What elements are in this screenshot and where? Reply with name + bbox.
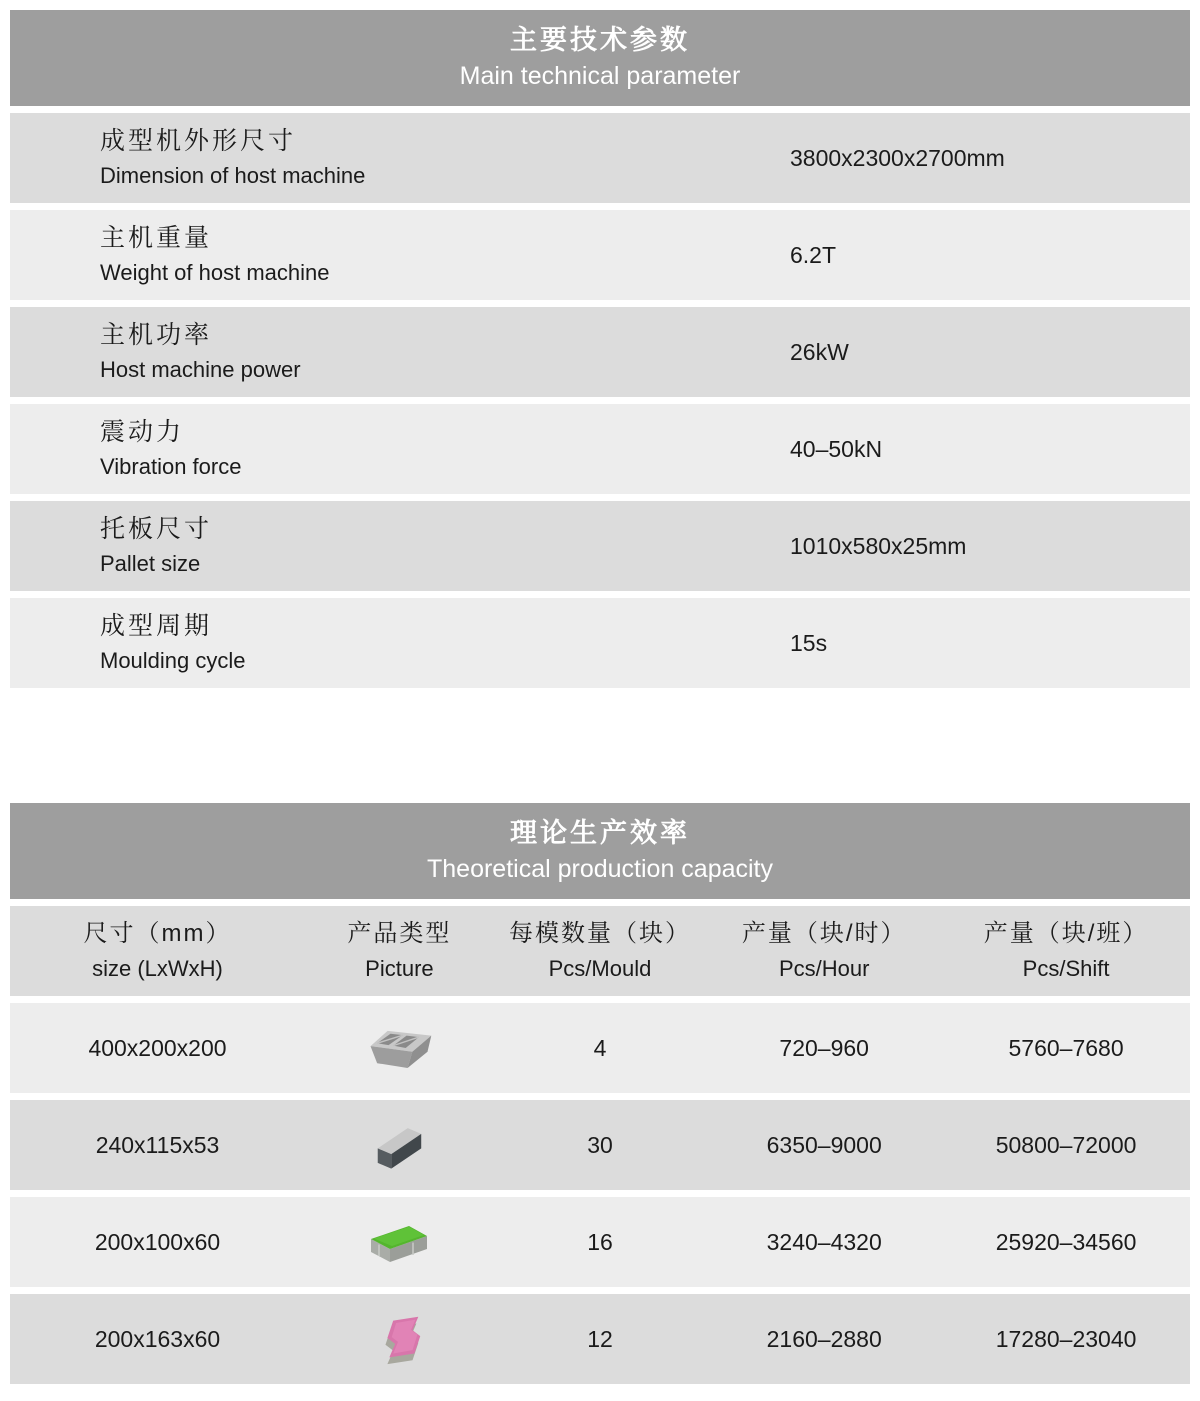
param-label-zh: 托板尺寸 xyxy=(100,515,213,543)
table-row xyxy=(10,210,1190,300)
pcs-per-hour: 2160–2880 xyxy=(766,1325,882,1352)
pcs-per-shift: 25920–34560 xyxy=(995,1228,1137,1255)
column-header-en: size (LxWxH) xyxy=(92,956,223,981)
table-row xyxy=(10,1100,1190,1190)
table-row xyxy=(10,307,1190,397)
column-header-zh: 产量（块/班） xyxy=(983,920,1149,947)
table2-title-en: Theoretical production capacity xyxy=(426,855,774,883)
table-row xyxy=(10,1197,1190,1287)
table-row xyxy=(10,1294,1190,1384)
product-size: 200x163x60 xyxy=(94,1325,221,1352)
solid-brick-icon xyxy=(361,1117,437,1173)
param-label-zh: 成型周期 xyxy=(100,612,213,640)
pcs-per-shift: 17280–23040 xyxy=(995,1325,1137,1352)
pcs-per-mould: 4 xyxy=(593,1034,607,1061)
table-row xyxy=(10,404,1190,494)
param-label-en: Weight of host machine xyxy=(100,260,330,285)
param-value: 3800x2300x2700mm xyxy=(790,144,1005,171)
column-header-zh: 尺寸（mm） xyxy=(83,920,232,947)
param-value: 15s xyxy=(790,629,828,656)
param-label-en: Dimension of host machine xyxy=(100,163,366,188)
param-label-zh: 成型机外形尺寸 xyxy=(100,127,297,155)
param-label-zh: 震动力 xyxy=(100,418,185,446)
table1-title-en: Main technical parameter xyxy=(459,62,741,90)
pcs-per-mould: 12 xyxy=(587,1325,613,1352)
table-row xyxy=(10,113,1190,203)
pcs-per-hour: 3240–4320 xyxy=(766,1228,882,1255)
table-row xyxy=(10,501,1190,591)
table-row xyxy=(10,598,1190,688)
pink-paver-icon xyxy=(361,1311,437,1367)
column-header-size xyxy=(10,922,305,980)
table2-title-band xyxy=(10,803,1190,899)
pcs-per-mould: 16 xyxy=(587,1228,613,1255)
column-header-en: Pcs/Shift xyxy=(1022,956,1110,981)
param-label-en: Pallet size xyxy=(100,551,201,576)
column-header-zh: 产量（块/时） xyxy=(741,920,907,947)
pcs-per-hour: 6350–9000 xyxy=(766,1131,882,1158)
param-value: 40–50kN xyxy=(790,435,883,462)
column-header-picture xyxy=(305,922,494,980)
table-row xyxy=(10,1003,1190,1093)
hollow-block-icon xyxy=(361,1020,437,1076)
param-value: 26kW xyxy=(790,338,849,365)
pcs-per-shift: 5760–7680 xyxy=(1008,1034,1124,1061)
param-value: 6.2T xyxy=(790,241,837,268)
column-header-en: Pcs/Hour xyxy=(778,956,870,981)
product-size: 200x100x60 xyxy=(94,1228,221,1255)
table1-title-zh: 主要技术参数 xyxy=(510,25,690,55)
param-label-en: Host machine power xyxy=(100,357,301,382)
green-paver-icon xyxy=(361,1214,437,1270)
column-header-zh: 每模数量（块） xyxy=(508,920,691,947)
param-label-en: Vibration force xyxy=(100,454,242,479)
table2-header-row xyxy=(10,906,1190,996)
column-header-en: Picture xyxy=(365,956,434,981)
column-header-pcs-shift xyxy=(942,922,1190,980)
section-spacer xyxy=(10,695,1190,803)
pcs-per-shift: 50800–72000 xyxy=(995,1131,1137,1158)
product-size: 240x115x53 xyxy=(95,1131,220,1158)
column-header-pcs-hour xyxy=(706,922,942,980)
column-header-en: Pcs/Mould xyxy=(548,956,652,981)
column-header-zh: 产品类型 xyxy=(347,920,452,947)
pcs-per-mould: 30 xyxy=(587,1131,613,1158)
table1-title-band xyxy=(10,10,1190,106)
param-value: 1010x580x25mm xyxy=(790,532,967,559)
param-label-zh: 主机重量 xyxy=(100,224,213,252)
param-label-en: Moulding cycle xyxy=(100,648,246,673)
pcs-per-hour: 720–960 xyxy=(779,1034,869,1061)
column-header-pcs-mould xyxy=(494,922,706,980)
table2-title-zh: 理论生产效率 xyxy=(510,818,690,848)
product-size: 400x200x200 xyxy=(88,1034,227,1061)
param-label-zh: 主机功率 xyxy=(100,321,213,349)
